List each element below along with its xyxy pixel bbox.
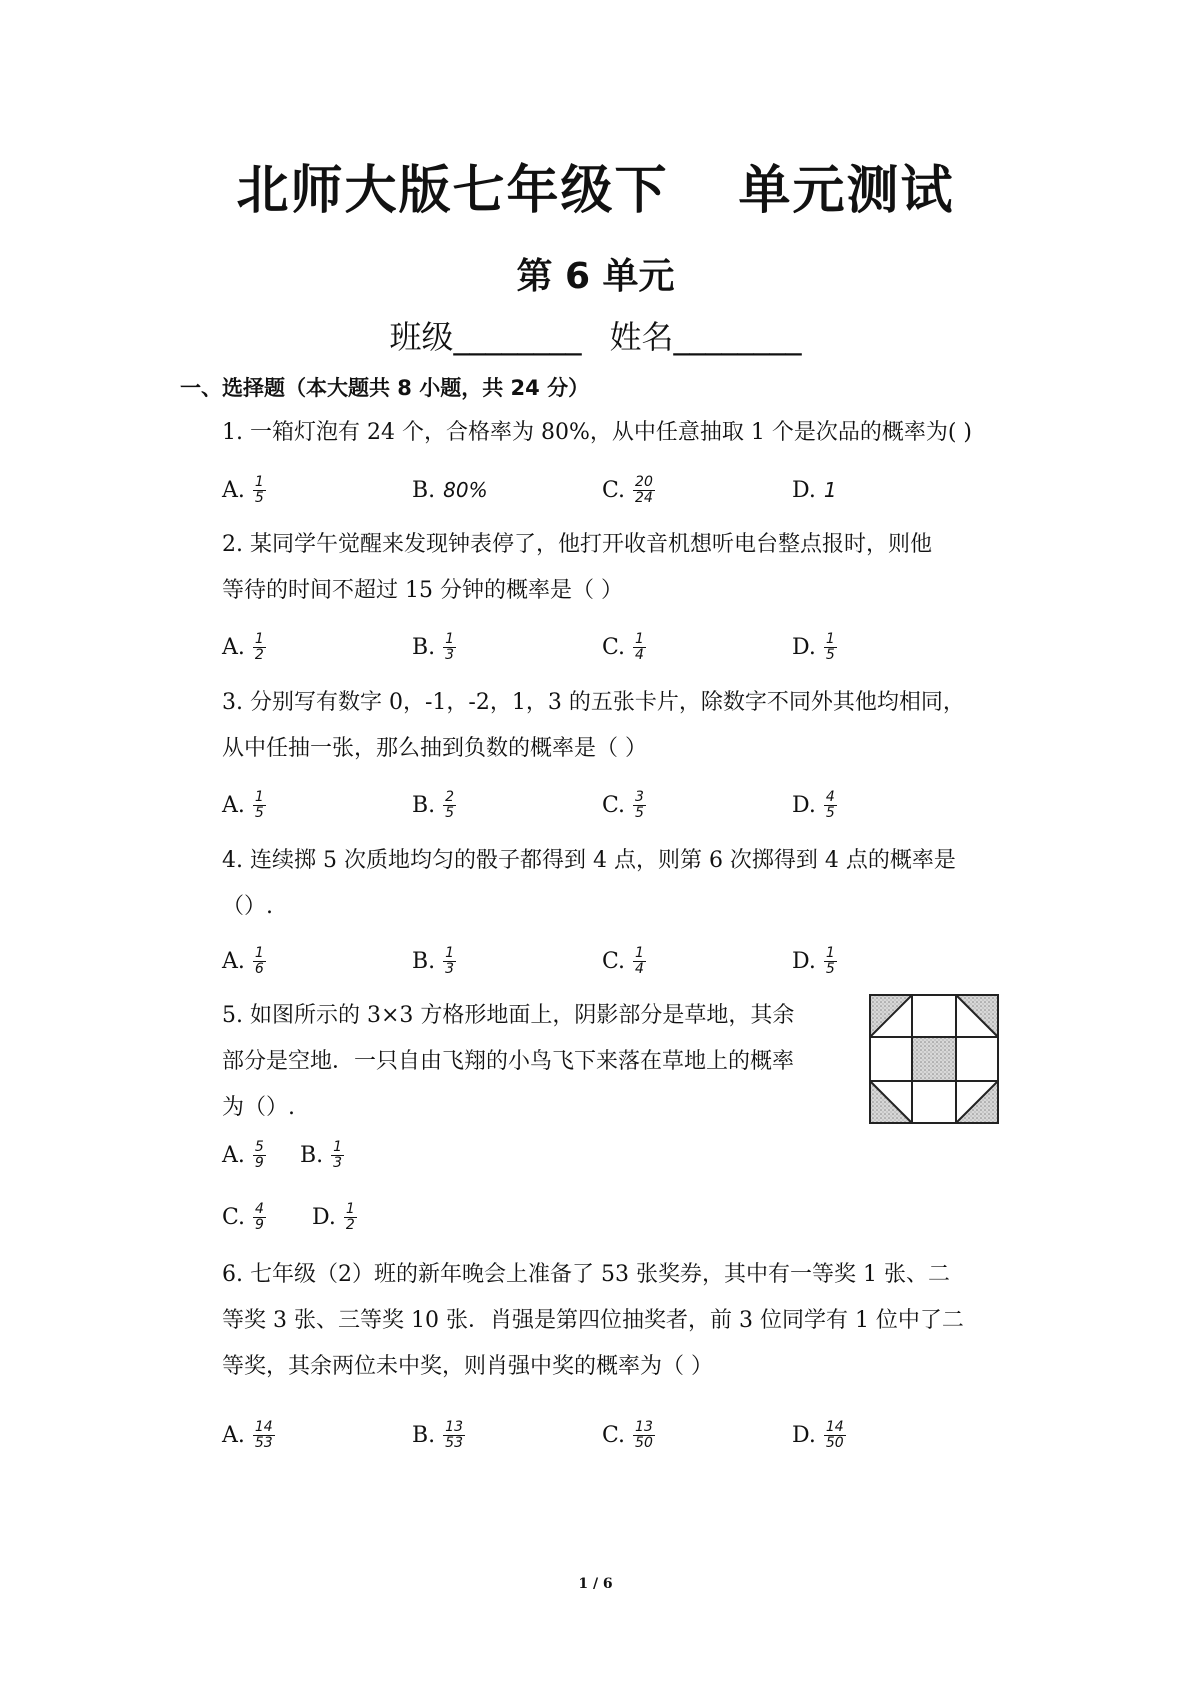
option-c: C. $\frac{1}{4}$ <box>602 630 644 663</box>
fraction: $\frac{1}{2}$ <box>345 1200 355 1233</box>
fraction: $\frac{1}{5}$ <box>254 788 264 821</box>
option-b: B. $\frac{13}{53}$ <box>412 1418 463 1451</box>
question-1-options <box>222 465 1022 515</box>
question-3-options <box>222 780 1022 830</box>
question-text: 6. 七年级（2）班的新年晚会上准备了 53 张奖券，其中有一等奖 1 张、二 <box>222 1262 950 1287</box>
grass-grid-figure <box>868 993 1000 1125</box>
option-c: C. $\frac{20}{24}$ <box>602 473 653 506</box>
option-a: A. $\frac{5}{9}$ <box>222 1138 264 1171</box>
fraction: $\frac{4}{5}$ <box>825 788 835 821</box>
fraction: $\frac{1}{4}$ <box>635 944 644 977</box>
option-d: D. 1 <box>792 477 837 503</box>
question-5 <box>222 993 794 1131</box>
option-b: B. $\frac{1}{3}$ <box>300 1138 343 1171</box>
grid-diagram <box>868 993 1000 1125</box>
fraction: $\frac{14}{50}$ <box>825 1418 844 1451</box>
question-5-options-row1 <box>222 1130 1022 1180</box>
question-text: 2. 某同学午觉醒来发现钟表停了，他打开收音机想听电台整点报时，则他 <box>222 532 932 557</box>
option-c: C. $\frac{3}{5}$ <box>602 788 644 821</box>
class-label: 班级________ <box>389 318 582 356</box>
question-text: 为（）. <box>222 1095 295 1120</box>
fraction: $\frac{4}{9}$ <box>255 1200 264 1233</box>
option-c: C. $\frac{13}{50}$ <box>602 1418 653 1451</box>
question-text: 部分是空地．一只自由飞翔的小鸟飞下来落在草地上的概率 <box>222 1049 795 1074</box>
unit-heading: 第 6 单元 <box>516 256 675 297</box>
option-a: A. $\frac{14}{53}$ <box>222 1418 273 1451</box>
question-text: 等奖 3 张、三等奖 10 张．肖强是第四位抽奖者，前 3 位同学有 1 位中了二 <box>222 1308 964 1333</box>
question-4-options <box>222 936 1022 986</box>
question-2 <box>222 522 932 614</box>
question-3 <box>222 680 965 772</box>
page-number: 1 / 6 <box>578 1576 613 1592</box>
fraction: $\frac{1}{6}$ <box>254 944 264 977</box>
question-6 <box>222 1252 964 1390</box>
option-d: D. $\frac{1}{2}$ <box>312 1200 355 1233</box>
option-d: D. $\frac{14}{50}$ <box>792 1418 844 1451</box>
name-label: 姓名________ <box>609 318 802 356</box>
fraction: $\frac{1}{5}$ <box>825 630 835 663</box>
fraction: $\frac{13}{53}$ <box>445 1418 463 1451</box>
question-text: 等待的时间不超过 15 分钟的概率是（ ） <box>222 578 623 603</box>
option-a: A. $\frac{1}{6}$ <box>222 944 264 977</box>
option-c: C. $\frac{1}{4}$ <box>602 944 644 977</box>
fraction: $\frac{3}{5}$ <box>635 788 644 821</box>
question-1 <box>222 410 972 456</box>
question-text: 5. 如图所示的 3×3 方格形地面上，阴影部分是草地，其余 <box>222 1003 795 1028</box>
option-d: D. $\frac{1}{5}$ <box>792 630 835 663</box>
option-b: B. $\frac{2}{5}$ <box>412 788 455 821</box>
option-b: B. $\frac{1}{3}$ <box>412 630 455 663</box>
option-c: C. $\frac{4}{9}$ <box>222 1200 264 1233</box>
question-text: 1. 一箱灯泡有 24 个，合格率为 80%，从中任意抽取 1 个是次品的概率为( ) <box>222 420 973 445</box>
option-b: B. $\frac{1}{3}$ <box>412 944 455 977</box>
fraction: $\frac{13}{50}$ <box>635 1418 653 1451</box>
option-d: D. $\frac{4}{5}$ <box>792 788 835 821</box>
question-text: （）. <box>222 894 273 919</box>
page-title <box>0 148 1191 223</box>
question-2-options <box>222 622 1022 672</box>
fraction: $\frac{1}{2}$ <box>254 630 264 663</box>
fraction: $\frac{1}{3}$ <box>445 630 455 663</box>
option-a: A. $\frac{1}{5}$ <box>222 788 264 821</box>
question-text: 4. 连续掷 5 次质地均匀的骰子都得到 4 点，则第 6 次掷得到 4 点的概率是 <box>222 848 956 873</box>
class-name-line <box>0 312 1191 358</box>
fraction: $\frac{20}{24}$ <box>635 473 653 506</box>
question-text: 等奖，其余两位未中奖，则肖强中奖的概率为（ ） <box>222 1354 713 1379</box>
option-a: A. $\frac{1}{5}$ <box>222 473 264 506</box>
option-b: B. 80% <box>412 477 488 503</box>
question-text: 3. 分别写有数字 0，-1，-2，1，3 的五张卡片，除数字不同外其他均相同， <box>222 690 965 715</box>
question-4 <box>222 838 956 930</box>
title-right: 单元测试 <box>738 161 955 221</box>
fraction: $\frac{1}{3}$ <box>445 944 455 977</box>
fraction: $\frac{14}{53}$ <box>254 1418 273 1451</box>
fraction: $\frac{1}{5}$ <box>254 473 264 506</box>
fraction: $\frac{1}{5}$ <box>825 944 835 977</box>
fraction: $\frac{5}{9}$ <box>254 1138 264 1171</box>
section-heading: 一、选择题（本大题共 8 小题，共 24 分） <box>180 376 590 400</box>
title-left: 北师大版七年级下 <box>236 161 669 221</box>
fraction: $\frac{1}{3}$ <box>333 1138 343 1171</box>
option-a: A. $\frac{1}{2}$ <box>222 630 264 663</box>
question-6-options <box>222 1410 1022 1460</box>
fraction: $\frac{2}{5}$ <box>445 788 455 821</box>
question-text: 从中任抽一张，那么抽到负数的概率是（ ） <box>222 736 647 761</box>
question-5-options-row2 <box>222 1192 1022 1242</box>
option-d: D. $\frac{1}{5}$ <box>792 944 835 977</box>
fraction: $\frac{1}{4}$ <box>635 630 644 663</box>
